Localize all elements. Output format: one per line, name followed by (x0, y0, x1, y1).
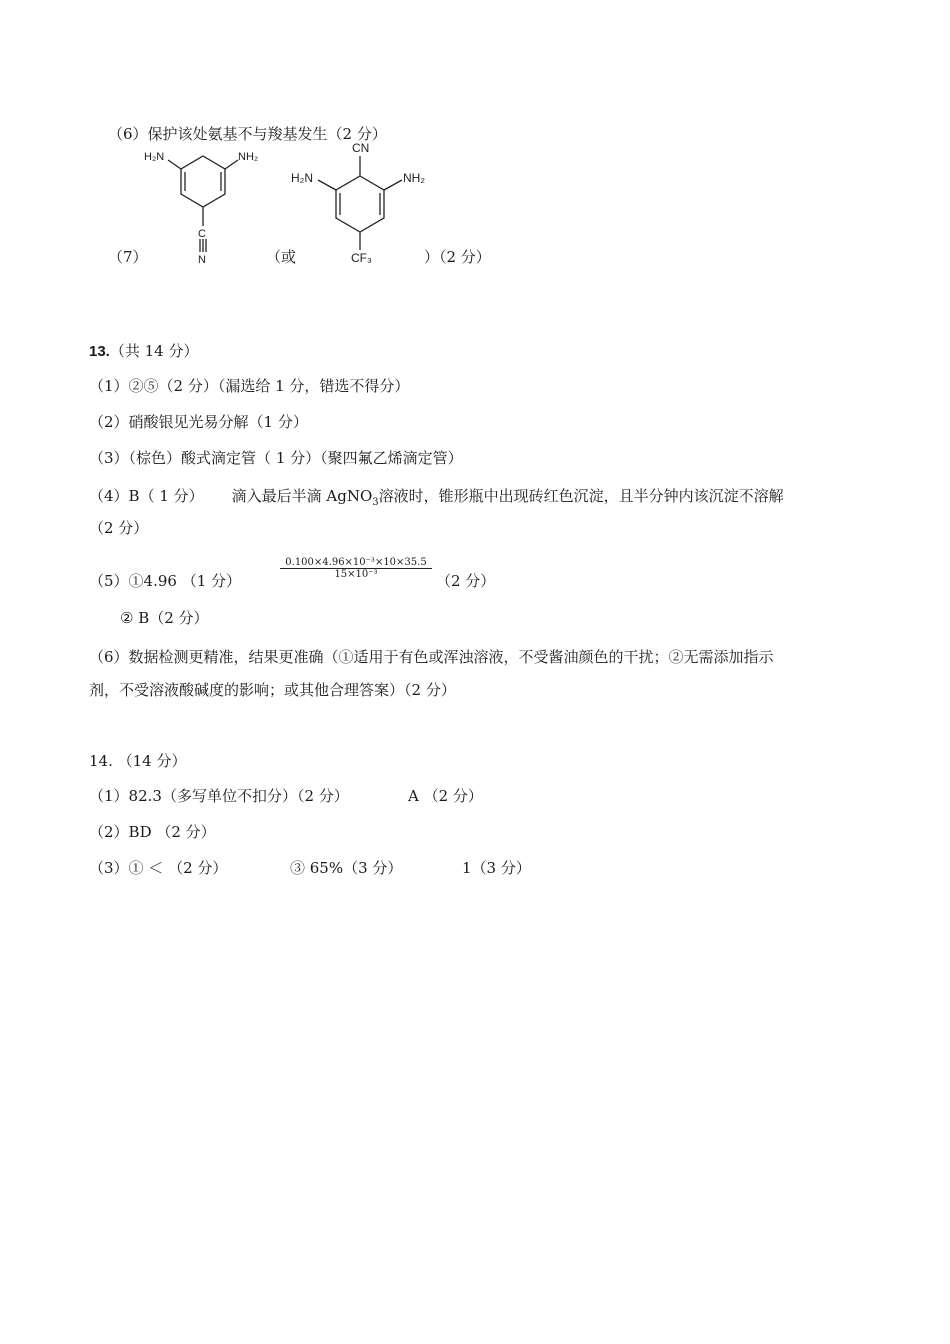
q13-part4 (89, 486, 784, 513)
q14-part3-a: （3）① ＜ （2 分） (89, 859, 228, 877)
mol1-n: N (198, 254, 206, 266)
mol1-c: C (198, 228, 206, 240)
q13-part4-subscript: 3 (372, 497, 379, 508)
q14-part3-c: 1（3 分） (462, 859, 531, 877)
q13-part6-line2: 剂，不受溶液酸碱度的影响；或其他合理答案）（2 分） (89, 681, 456, 699)
q13-part5-c: ② B（2 分） (120, 609, 209, 627)
q14-part1-b: A （2 分） (408, 787, 483, 805)
q14-header: 14. （14 分） (89, 752, 187, 770)
fraction-denominator: 15×10⁻³ (334, 569, 378, 580)
mol1-nh2-right: NH₂ (238, 151, 259, 163)
fraction-numerator: 0.100×4.96×10⁻³×10×35.5 (280, 557, 432, 569)
q13-part5-fraction (280, 557, 432, 580)
q13-header (89, 341, 198, 362)
mol2-nh2-right: NH₂ (403, 171, 425, 185)
q13-part4-text2: 溶液时，锥形瓶中出现砖红色沉淀，且半分钟内该沉淀不溶解 (378, 487, 784, 505)
mol2-nh2-left: H₂N (291, 171, 313, 185)
q13-number: 13. (89, 343, 110, 360)
q13-part5-score: （2 分） (436, 572, 496, 590)
q14-part2: （2）BD （2 分） (89, 823, 216, 841)
q14-part1-a: （1）82.3（多写单位不扣分）（2 分） (89, 787, 349, 805)
q14-part3-b: ③ 65%（3 分） (290, 859, 403, 877)
q13-part1: （1）②⑤（2 分）（漏选给 1 分，错选不得分） (89, 377, 410, 395)
mol2-cf3: CF₃ (351, 251, 372, 265)
q13-part3: （3）（棕色）酸式滴定管（ 1 分）（聚四氟乙烯滴定管） (89, 449, 463, 467)
q12-part7-tail: ）（2 分） (424, 248, 491, 266)
q13-part4-score: （2 分） (89, 519, 149, 537)
mol2-cn: CN (352, 141, 370, 155)
q12-part7-or: （或 (266, 248, 297, 266)
q12-part6: （6）保护该处氨基不与羧基发生（2 分） (108, 125, 387, 143)
q12-part7-label: （7） (108, 248, 148, 266)
q13-part4-answer: （4）B（ 1 分） (89, 487, 204, 505)
q13-part2: （2）硝酸银见光易分解（1 分） (89, 413, 308, 431)
q13-total: （共 14 分） (109, 342, 199, 360)
mol1-nh2-left: H₂N (144, 151, 165, 163)
q13-part4-text: 滴入最后半滴 AgNO (231, 487, 373, 505)
q13-part6-line1: （6）数据检测更精准，结果更准确（①适用于有色或浑浊溶液，不受酱油颜色的干扰；②无需添加指示 (89, 648, 774, 666)
molecule-diagram-1 (140, 142, 270, 267)
molecule-diagram-2 (288, 138, 438, 268)
q13-part5-a: （5）①4.96 （1 分） (89, 572, 242, 590)
